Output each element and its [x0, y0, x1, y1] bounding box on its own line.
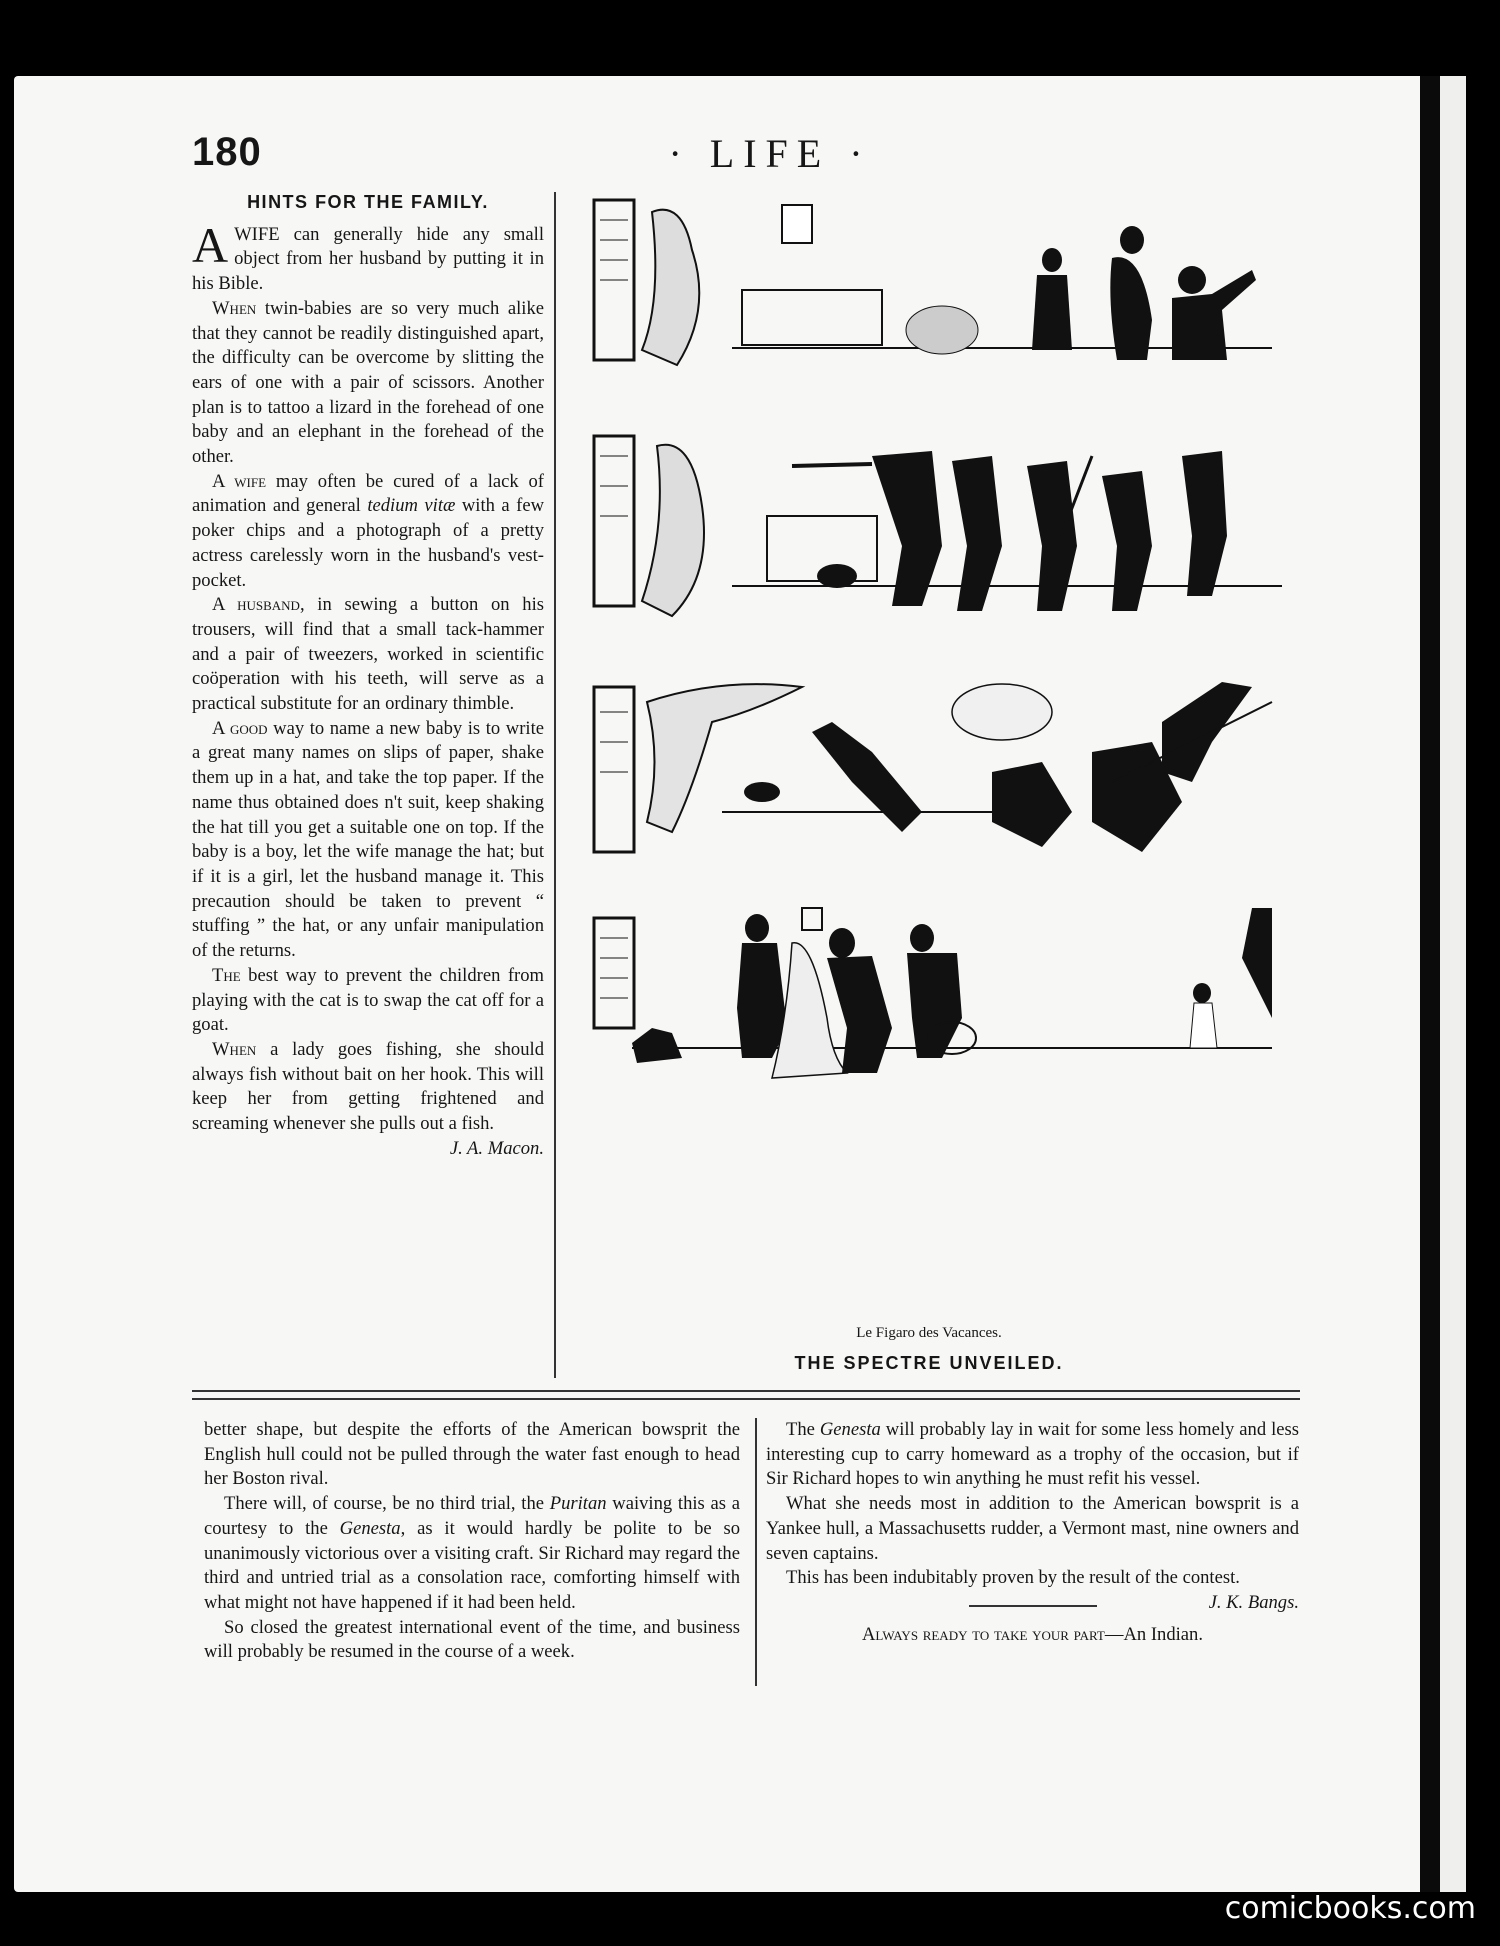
closing-line: Always ready to take your part—An Indian. — [862, 1623, 1203, 1645]
paragraph: When twin-babies are so very much alike that they cannot be readily distinguished apart, the difficulty can be overcome by slitting the ears of one with a pair of scissors. Another plan is to tattoo a lizard in the forehead of one baby and an elephant in the forehead of the other. — [192, 297, 544, 468]
cartoon-panel-4 — [572, 898, 1292, 1108]
column-divider — [755, 1418, 757, 1686]
source-watermark: comicbooks.com — [1224, 1891, 1476, 1926]
facing-page-edge — [1440, 76, 1466, 1892]
paragraph: So closed the greatest international event of the time, and business will probably be resumed in the course of a week. — [204, 1616, 740, 1663]
illustration-caption: Le Figaro des Vacances. — [856, 1325, 1002, 1341]
cartoon-panel-2 — [572, 426, 1292, 636]
section-rule — [192, 1390, 1300, 1392]
hints-heading: HINTS FOR THE FAMILY. — [247, 192, 489, 212]
paragraph: A wife may often be cured of a lack of animation and general tedium vitæ with a few poker chips and a photograph of a pretty actress carelessly worn in the husband's vest-pocket. — [192, 470, 544, 591]
article-column-right — [766, 1418, 1299, 1648]
hints-column — [192, 190, 544, 1161]
paragraph: What she needs most in addition to the American bowsprit is a Yankee hull, a Massachusetts rudder, a Vermont mast, nine owners and seven captains. — [766, 1493, 1299, 1564]
paragraph: The best way to prevent the children from playing with the cat is to swap the cat off for a goat. — [192, 964, 544, 1036]
section-rule — [192, 1398, 1300, 1400]
divider — [969, 1605, 1097, 1607]
signature: J. A. Macon. — [449, 1137, 544, 1159]
paragraph: A husband, in sewing a button on his trousers, will find that a small tack-hammer and a pair of tweezers, worked in scientific coöperation with his teeth, will serve as a practical substitute for an ordinary thimble. — [192, 594, 544, 715]
paragraph: AWIFE can generally hide any small object from her husband by putting it in his Bible. — [192, 216, 544, 295]
paragraph: The Genesta will probably lay in wait for some less homely and less interesting cup to carry homeward as a trophy of the occasion, but if Sir Richard hopes to win anything he must refit his vessel. — [766, 1419, 1299, 1490]
illustration-title: THE SPECTRE UNVEILED. — [794, 1353, 1064, 1373]
paragraph: better shape, but despite the efforts of the American bowsprit the English hull could not be pulled through the water fast enough to head her Boston rival. — [204, 1419, 740, 1490]
masthead: · LIFE · — [668, 131, 872, 176]
article-column-left — [204, 1418, 740, 1665]
signature: J. K. Bangs. — [1208, 1591, 1299, 1613]
cartoon-strip — [564, 190, 1294, 1134]
paragraph: This has been indubitably proven by the result of the contest. J. K. Bangs. — [766, 1566, 1299, 1591]
paragraph: When a lady goes fishing, she should always fish without bait on her hook. This will keep her from getting frightened and screaming whenever she pulls out a fish. J. A. Macon. — [192, 1038, 544, 1137]
cartoon-panel-3 — [572, 662, 1292, 872]
column-divider — [554, 192, 556, 1378]
book-gutter — [1420, 76, 1440, 1892]
paragraph: A good way to name a new baby is to write a great many names on slips of paper, shake them up in a hat, and take the top paper. If the name thus obtained does n't suit, keep shaking the hat till you get a suitable one on top. If the baby is a boy, let the wife manage the hat; but if it is a girl, let the husband manage it. This precaution should be taken to prevent “ stuffing ” the hat, or any unfair manipulation of the returns. — [192, 717, 544, 962]
page-number: 180 — [192, 130, 262, 174]
cartoon-panel-1 — [572, 190, 1292, 400]
drop-cap: A — [192, 216, 229, 273]
paragraph: There will, of course, be no third trial, the Puritan waiving this as a courtesy to the Genesta, as it would hardly be polite to be so unanimously victorious over a visiting craft. Sir Richard may regard the third and untried trial as a consolation race, comforting himself with what might not have happened if it had been held. — [204, 1493, 740, 1613]
